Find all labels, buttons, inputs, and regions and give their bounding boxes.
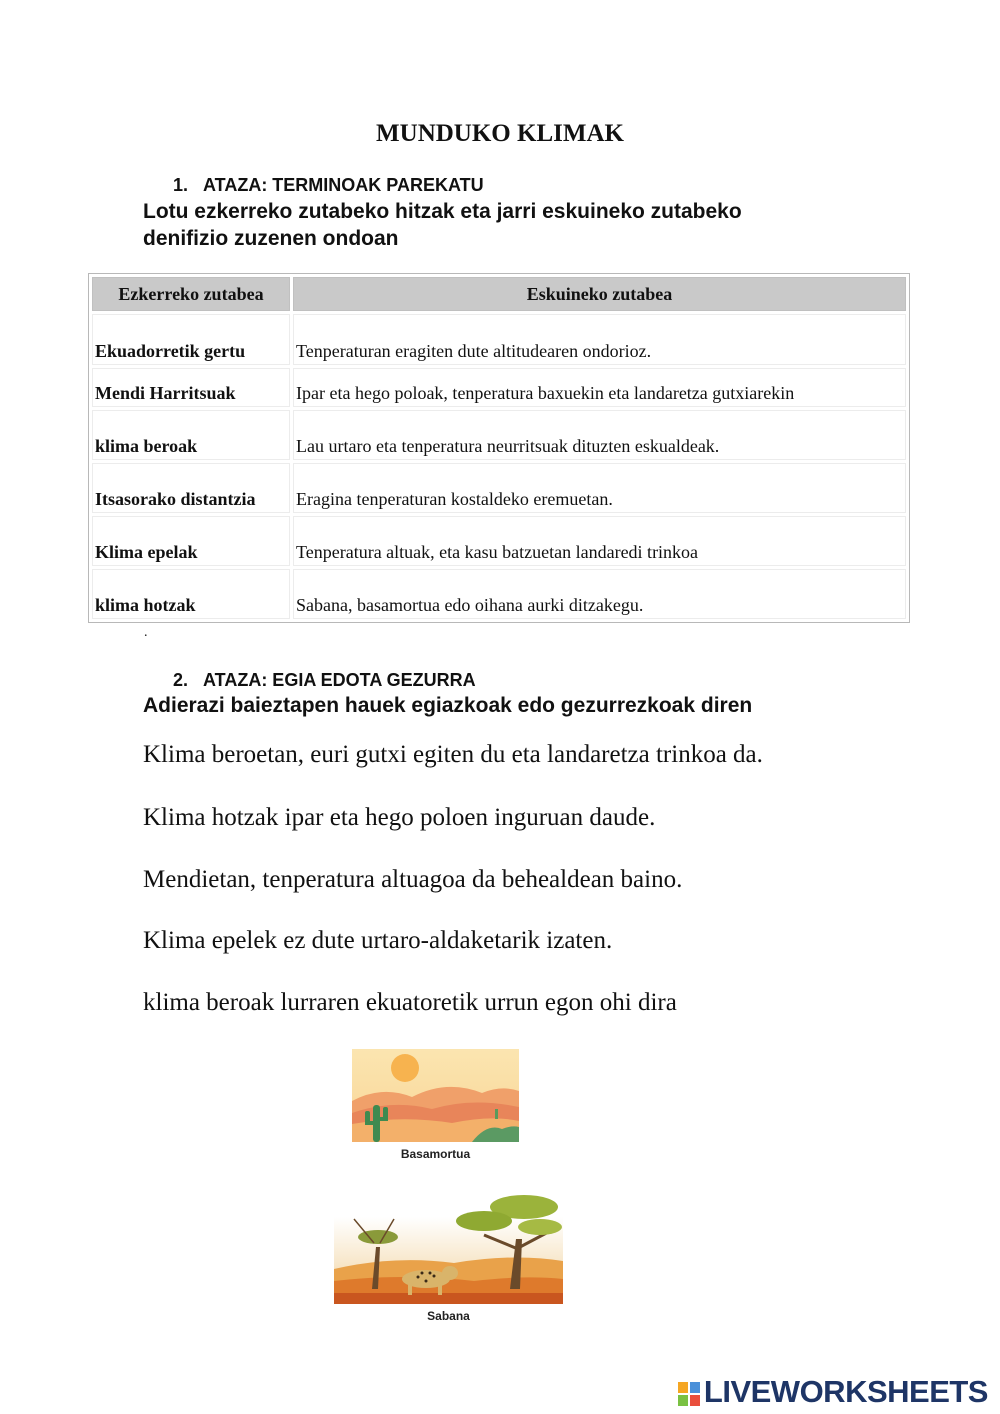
definition-cell[interactable]: Eragina tenperaturan kostaldeko eremuetan.: [293, 463, 906, 513]
table-row: [92, 463, 906, 513]
page-title: MUNDUKO KLIMAK: [376, 120, 624, 147]
table-header-row: [92, 277, 906, 311]
term-cell[interactable]: Ekuadorretik gertu: [92, 314, 290, 365]
table-row: [92, 569, 906, 619]
desert-illustration: [352, 1049, 519, 1142]
definition-cell[interactable]: Tenperatura altuak, eta kasu batzuetan landaredi trinkoa: [293, 516, 906, 566]
savanna-figure: [334, 1189, 563, 1323]
task2-number: 2.: [173, 670, 189, 690]
table-row: [92, 516, 906, 566]
term-cell[interactable]: Klima epelak: [92, 516, 290, 566]
term-cell[interactable]: Itsasorako distantzia: [92, 463, 290, 513]
right-column-header: Eskuineko zutabea: [293, 277, 906, 311]
term-cell[interactable]: Mendi Harritsuak: [92, 368, 290, 407]
savanna-caption: Sabana: [427, 1309, 470, 1323]
definition-cell[interactable]: Lau urtaro eta tenperatura neurritsuak dituzten eskualdeak.: [293, 410, 906, 460]
task1-heading-text: ATAZA: TERMINOAK PAREKATU: [203, 175, 484, 195]
task2-instruction: Adierazi baieztapen hauek egiazkoak edo gezurrezkoak diren: [143, 694, 753, 717]
left-column-header: Ezkerreko zutabea: [92, 277, 290, 311]
task1-instruction: [143, 198, 742, 252]
term-cell[interactable]: klima hotzak: [92, 569, 290, 619]
desert-figure: [352, 1049, 519, 1161]
statement-2[interactable]: Klima hotzak ipar eta hego poloen inguruan daude.: [143, 804, 656, 831]
table-row: [92, 368, 906, 407]
term-cell[interactable]: klima beroak: [92, 410, 290, 460]
statement-4[interactable]: Klima epelek ez dute urtaro-aldaketarik izaten.: [143, 927, 613, 954]
liveworksheets-logo[interactable]: [678, 1374, 988, 1410]
task2-heading: [173, 670, 476, 691]
definition-cell[interactable]: Tenperaturan eragiten dute altitudearen ondorioz.: [293, 314, 906, 365]
definition-cell[interactable]: Sabana, basamortua edo oihana aurki ditzakegu.: [293, 569, 906, 619]
task2-heading-text: ATAZA: EGIA EDOTA GEZURRA: [203, 670, 476, 690]
desert-caption: Basamortua: [400, 1147, 471, 1161]
liveworksheets-icon: [678, 1382, 700, 1406]
statement-1[interactable]: Klima beroetan, euri gutxi egiten du eta landaretza trinkoa da.: [143, 741, 763, 768]
task1-instruction-line2: denifizio zuzenen ondoan: [143, 227, 399, 250]
brand-text: LIVEWORKSHEETS: [703, 1374, 988, 1409]
statement-3[interactable]: Mendietan, tenperatura altuagoa da behealdean baino.: [143, 866, 683, 893]
savanna-illustration: [334, 1189, 563, 1304]
task1-heading: [173, 175, 484, 196]
task1-number: 1.: [173, 175, 189, 195]
statement-5[interactable]: klima beroak lurraren ekuatoretik urrun egon ohi dira: [143, 989, 677, 1016]
table-row: [92, 314, 906, 365]
trailing-mark: .: [144, 625, 148, 640]
matching-table: [88, 273, 910, 623]
task1-instruction-line1: Lotu ezkerreko zutabeko hitzak eta jarri eskuineko zutabeko: [143, 200, 742, 223]
table-row: [92, 410, 906, 460]
definition-cell[interactable]: Ipar eta hego poloak, tenperatura baxuekin eta landaretza gutxiarekin: [293, 368, 906, 407]
